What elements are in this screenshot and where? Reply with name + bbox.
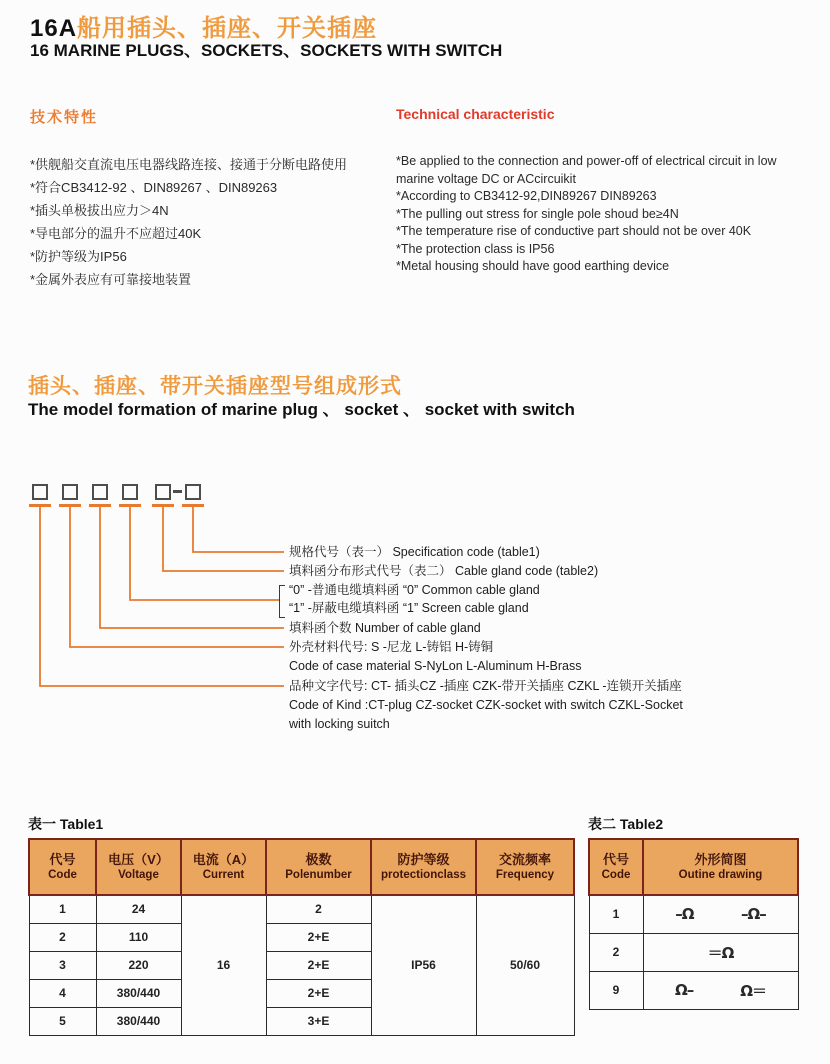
box-underline [182, 504, 204, 507]
title-zh-text: 船用插头、插座、开关插座 [77, 15, 378, 42]
cell-code: 5 [29, 1007, 96, 1035]
cell-code: 2 [589, 933, 643, 971]
table2-caption: 表二 Table2 [588, 816, 664, 832]
col-code: 代号 Code [29, 839, 96, 895]
label-kind-code-zh: 品种文字代号: CT- 插头CZ -插座 CZK-带开关插座 CZKL -连锁开关插座 [289, 679, 682, 693]
cell-code: 1 [589, 895, 643, 933]
tech-item: *金属外表应有可靠接地装置 [30, 272, 192, 287]
socket-outline-icon: –Ω [675, 905, 694, 924]
cell-voltage: 220 [96, 951, 181, 979]
cell-outline-drawing [643, 971, 798, 1009]
code-box-2 [62, 484, 78, 500]
table1 [28, 838, 575, 1036]
label-case-material-zh: 外壳材料代号: S -尼龙 L-铸铝 H-铸铜 [289, 640, 494, 654]
code-box-1 [32, 484, 48, 500]
tech-item: *符合CB3412-92 、DIN89267 、DIN89263 [30, 180, 278, 195]
cell-voltage: 380/440 [96, 1007, 181, 1035]
box-underline [119, 504, 141, 507]
label-common-cable-gland: “0” -普通电缆填料函 “0” Common cable gland [289, 583, 540, 597]
tech-item: *插头单极拔出应力＞4N [30, 203, 169, 218]
tech-item: *Metal housing should have good earthing device [396, 259, 670, 273]
cell-code: 1 [29, 895, 96, 923]
table1-caption: 表一 Table1 [28, 816, 104, 832]
socket-outline-icon: Ω＝ [740, 981, 766, 1000]
tech-item: *According to CB3412-92,DIN89267 DIN89263 [396, 189, 657, 203]
socket-outline-icon: Ω– [674, 981, 694, 999]
code-box-5 [155, 484, 171, 500]
col-current: 电流（A） Current [181, 839, 266, 895]
label-kind-code-en: Code of Kind :CT-plug CZ-socket CZK-socket with switch CZKL-Socket [289, 698, 683, 712]
cell-voltage: 110 [96, 923, 181, 951]
box-underline [152, 504, 174, 507]
tech-heading-en: Technical characteristic [396, 106, 555, 122]
cell-voltage: 24 [96, 895, 181, 923]
tech-heading-zh: 技术特性 [30, 109, 99, 126]
tech-item: *防护等级为IP56 [30, 249, 127, 264]
box-underline [29, 504, 51, 507]
model-heading-en: The model formation of marine plug 、 socket 、 socket with switch [28, 400, 575, 419]
label-gland-number: 填料函个数 Number of cable gland [289, 621, 481, 635]
box-underline [89, 504, 111, 507]
box-underline [59, 504, 81, 507]
tech-item: *供舰船交直流电压电器线路连接、接通于分断电路使用 [30, 157, 348, 172]
label-screen-cable-gland: “1” -屏蔽电缆填料函 “1” Screen cable gland [289, 601, 529, 615]
title-prefix: 16A [30, 15, 78, 42]
table-row [589, 933, 798, 971]
page-subtitle: 16 MARINE PLUGS、SOCKETS、SOCKETS WITH SWITCH [30, 41, 503, 60]
cell-outline-drawing [643, 933, 798, 971]
label-kind-code-en2: with locking suitch [289, 717, 390, 731]
table2 [588, 838, 799, 1010]
col-frequency: 交流频率 Frequency [476, 839, 574, 895]
tech-item: *The pulling out stress for single pole shoud be≥4N [396, 206, 679, 221]
cell-code: 4 [29, 979, 96, 1007]
col-voltage: 电压（V） Voltage [96, 839, 181, 895]
table1-header-row [29, 839, 574, 895]
table-row [29, 895, 574, 923]
table-row [589, 895, 798, 933]
label-case-material-en: Code of case material S-NyLon L-Aluminum H-Brass [289, 659, 582, 673]
cell-code: 9 [589, 971, 643, 1009]
model-heading-zh: 插头、插座、带开关插座型号组成形式 [28, 375, 402, 398]
tech-item: *导电部分的温升不应超过40K [30, 226, 202, 241]
col-outline-drawing: 外形简图 Outine drawing [643, 839, 798, 895]
cell-protection-merged: IP56 [371, 895, 476, 1035]
cell-frequency-merged: 50/60 [476, 895, 574, 1035]
socket-outline-icon: –Ω– [740, 905, 766, 924]
code-box-4 [122, 484, 138, 500]
code-box-6 [185, 484, 201, 500]
cell-current-merged: 16 [181, 895, 266, 1035]
col-protection: 防护等级 protectionclass [371, 839, 476, 895]
cell-code: 3 [29, 951, 96, 979]
cell-pole: 2+E [266, 979, 371, 1007]
table-row [589, 971, 798, 1009]
tech-item: *The temperature rise of conductive part should not be over 40K [396, 224, 752, 238]
cell-voltage: 380/440 [96, 979, 181, 1007]
table2-header-row [589, 839, 798, 895]
cell-pole: 2+E [266, 923, 371, 951]
cell-pole: 2 [266, 895, 371, 923]
tech-item: *The protection class is IP56 [396, 241, 555, 256]
tech-list-en [396, 153, 816, 276]
code-dash [173, 490, 182, 493]
label-specification-code: 规格代号（表一） Specification code (table1) [289, 545, 540, 559]
cell-pole: 3+E [266, 1007, 371, 1035]
tech-list-zh [30, 153, 390, 291]
code-box-3 [92, 484, 108, 500]
cell-outline-drawing [643, 895, 798, 933]
model-code-diagram [0, 478, 830, 748]
cell-code: 2 [29, 923, 96, 951]
bracket [279, 585, 285, 618]
col-code: 代号 Code [589, 839, 643, 895]
label-cable-gland-code: 填料函分布形式代号（表二） Cable gland code (table2) [289, 564, 599, 578]
cell-pole: 2+E [266, 951, 371, 979]
col-polenumber: 极数 Polenumber [266, 839, 371, 895]
socket-outline-icon: ＝Ω [707, 943, 734, 962]
tech-item: *Be applied to the connection and power-off of electrical circuit in low marine voltage DC or ACcircuikit [396, 154, 777, 186]
